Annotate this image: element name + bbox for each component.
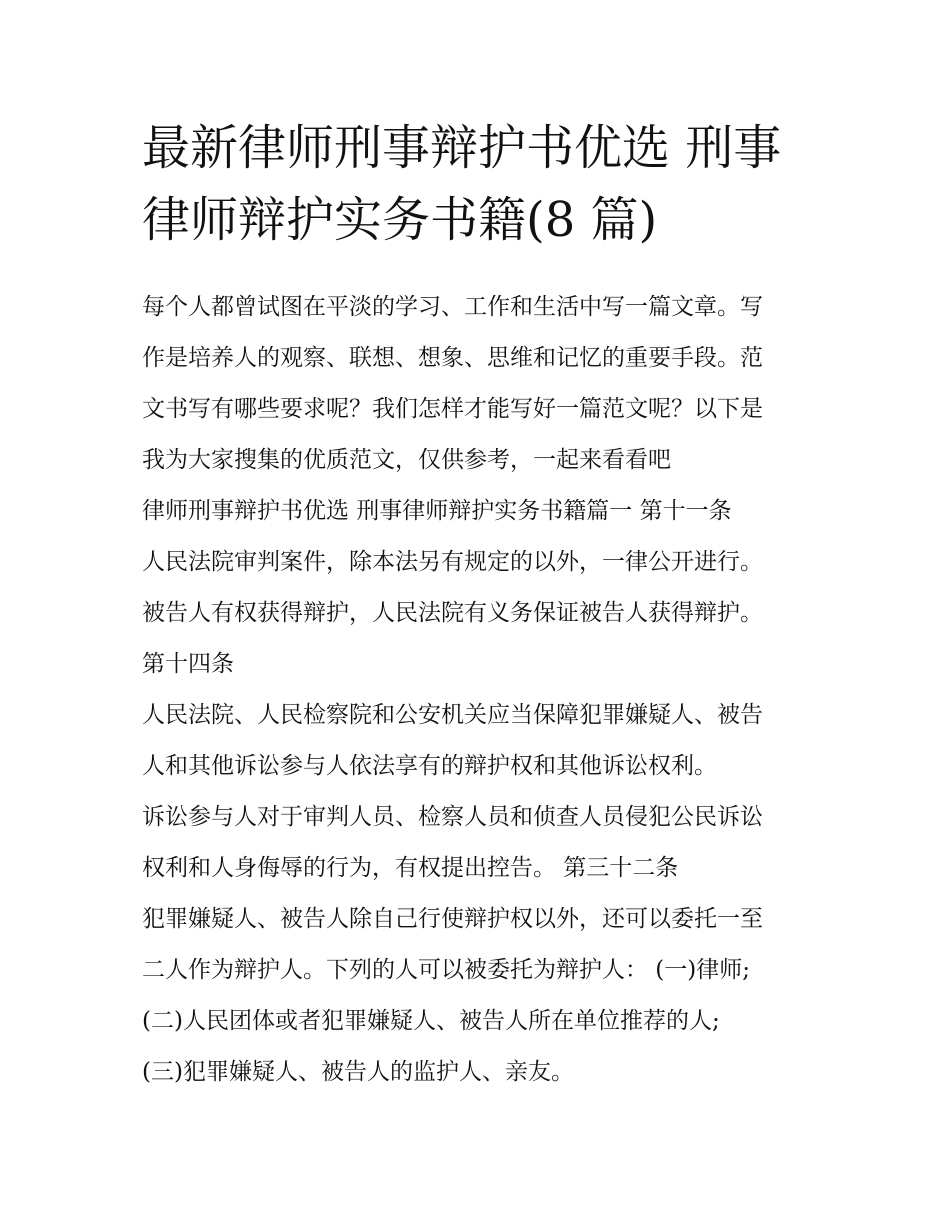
body-line: 人和其他诉讼参与人依法享有的辩护权和其他诉讼权利。 [142,753,717,779]
body-line: 犯罪嫌疑人、被告人除自己行使辩护权以外，还可以委托一至 [142,906,763,932]
body-line: 第十四条 [142,651,234,677]
body-line: 被告人有权获得辩护，人民法院有义务保证被告人获得辩护。 [142,600,763,626]
document-page [142,112,822,1098]
document-body [142,282,822,1098]
body-line: 人民法院、人民检察院和公安机关应当保障犯罪嫌疑人、被告 [142,702,763,728]
title-line: 律师辩护实务书籍(8 篇) [142,192,658,248]
body-line: 权利和人身侮辱的行为，有权提出控告。 第三十二条 [142,855,679,881]
body-line: 律师刑事辩护书优选 刑事律师辩护实务书籍篇一 第十一条 [142,498,732,524]
body-line: 每个人都曾试图在平淡的学习、工作和生活中写一篇文章。写 [142,294,763,320]
body-line: (三)犯罪嫌疑人、被告人的监护人、亲友。 [142,1059,574,1085]
body-line: 诉讼参与人对于审判人员、检察人员和侦查人员侵犯公民诉讼 [142,804,763,830]
body-line: 我为大家搜集的优质范文，仅供参考，一起来看看吧 [142,447,671,473]
body-line: 文书写有哪些要求呢？我们怎样才能写好一篇范文呢？以下是 [142,396,763,422]
body-line: (二)人民团体或者犯罪嫌疑人、被告人所在单位推荐的人; [142,1008,720,1034]
body-line: 人民法院审判案件，除本法另有规定的以外，一律公开进行。 [142,549,763,575]
title-line: 最新律师刑事辩护书优选 刑事 [142,120,782,176]
body-line: 二人作为辩护人。下列的人可以被委托为辩护人： (一)律师; [142,957,751,983]
body-line: 作是培养人的观察、联想、想象、思维和记忆的重要手段。范 [142,345,763,371]
document-title [142,112,822,256]
